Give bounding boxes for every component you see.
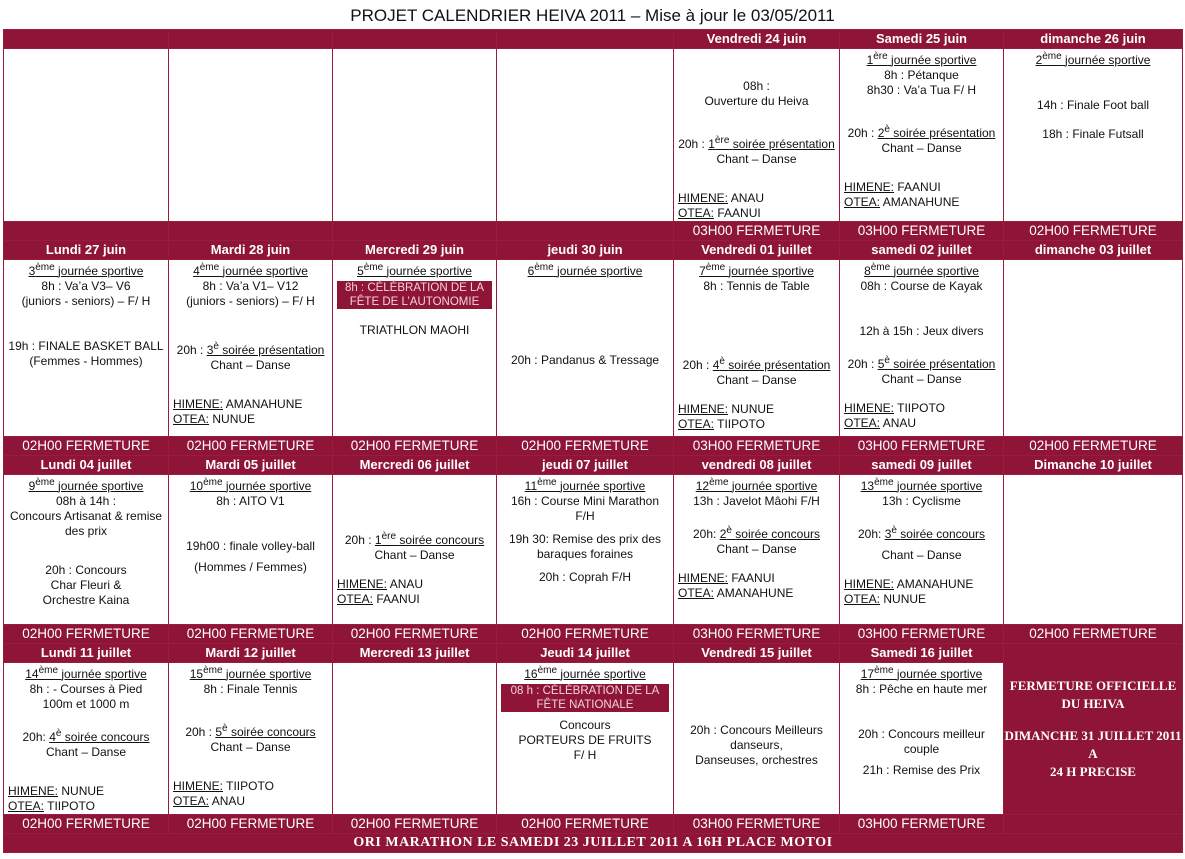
day-header: Jeudi 14 juillet (497, 644, 674, 663)
day-cell-sun-10 (1004, 475, 1183, 625)
journee-sportive: 8ème journée sportive (864, 262, 979, 278)
calendar-table (3, 29, 1183, 853)
day-header: Mercredi 29 juin (333, 241, 497, 260)
day-header: Vendredi 15 juillet (674, 644, 840, 663)
himene-group: HIMENE: TIIPOTO (173, 779, 274, 793)
event-text: Concours (559, 718, 611, 732)
journee-sportive: 17ème journée sportive (860, 665, 983, 681)
day-header: Lundi 04 juillet (4, 456, 169, 475)
closing-time: 02H00 FERMETURE (497, 625, 674, 644)
day-cell-sun-26 (1004, 49, 1183, 222)
event-text: Char Fleuri & (50, 578, 122, 592)
otea-group: OTEA: TIIPOTO (8, 799, 95, 813)
journee-sportive: 15ème journée sportive (189, 665, 312, 681)
event-text: Chant – Danse (45, 745, 127, 759)
day-header: Mercredi 13 juillet (333, 644, 497, 663)
day-header (333, 30, 497, 49)
event-text: Chant – Danse (716, 373, 797, 387)
week-3-header (4, 456, 1183, 475)
day-header: Dimanche 10 juillet (1004, 456, 1183, 475)
day-cell-fri-01 (674, 260, 840, 437)
event-text: (Hommes / Femmes) (194, 560, 307, 574)
journee-sportive: 16ème journée sportive (524, 665, 646, 681)
event-soiree: 20h: $2^è$ soirée concours (692, 525, 820, 541)
event-text: TRIATHLON MAOHI (359, 323, 470, 337)
otea-group: OTEA: FAANUI (678, 206, 761, 220)
himene-group: HIMENE: ANAU (337, 577, 424, 591)
otea-group: OTEA: AMANAHUNE (844, 195, 960, 209)
day-header: Mercredi 06 juillet (333, 456, 497, 475)
event-text: 13h : Javelot Mâohi F/H (693, 494, 820, 508)
week-1-header (4, 30, 1183, 49)
otea-group: OTEA: ANAU (173, 794, 246, 808)
himene-group: HIMENE: FAANUI (844, 180, 941, 194)
event-text: Chant – Danse (716, 152, 797, 166)
closing-time (1004, 815, 1183, 834)
closing-time: 02H00 FERMETURE (333, 815, 497, 834)
event-text: (Femmes - Hommes) (29, 354, 143, 368)
event-text: (juniors - seniors) – F/ H (186, 294, 315, 308)
week-1-closing (4, 222, 1183, 241)
closing-time: 02H00 FERMETURE (497, 815, 674, 834)
day-header: samedi 09 juillet (840, 456, 1004, 475)
journee-sportive: 3ème journée sportive (28, 262, 144, 278)
marathon-banner: ORI MARATHON LE SAMEDI 23 JUILLET 2011 A 16H PLACE MOTOI (4, 834, 1183, 853)
event-text: 20h : Coprah F/H (538, 570, 632, 584)
event-text: Ouverture du Heiva (704, 94, 809, 108)
day-header (169, 30, 333, 49)
event-text: 18h : Finale Futsall (1042, 127, 1144, 141)
closing-time: 02H00 FERMETURE (1004, 222, 1183, 241)
day-header: samedi 02 juillet (840, 241, 1004, 260)
event-text: 21h : Remise des Prix (862, 763, 981, 777)
event-text: 13h : Cyclisme (882, 494, 961, 508)
event-text: 12h à 15h : Jeux divers (859, 324, 984, 338)
event-text: 20h : Pandanus & Tressage (510, 353, 660, 367)
event-soiree: 20h : 1ère soirée présentation (678, 135, 835, 151)
event-text: Chant – Danse (881, 141, 962, 155)
day-cell-fri-08 (674, 475, 840, 625)
day-header: Mardi 05 juillet (169, 456, 333, 475)
journee-sportive: 1ère journée sportive (866, 51, 977, 67)
event-soiree: 20h : $4^è$ soirée présentation (682, 356, 831, 372)
day-cell-fri-15 (674, 663, 840, 815)
event-text: 100m et 1000 m (42, 697, 130, 711)
closing-time: 02H00 FERMETURE (1004, 437, 1183, 456)
event-text: 8h : Tennis de Table (703, 279, 810, 293)
day-header: Mardi 12 juillet (169, 644, 333, 663)
closing-time (4, 222, 169, 241)
day-cell (333, 49, 497, 222)
event-soiree: 20h: $4^è$ soirée concours (22, 728, 150, 744)
himene-group: HIMENE: AMANAHUNE (173, 397, 303, 411)
journee-sportive: 6ème journée sportive (527, 262, 643, 278)
day-header: Mardi 28 juin (169, 241, 333, 260)
day-header: Samedi 25 juin (840, 30, 1004, 49)
day-cell-sun-03 (1004, 260, 1183, 437)
journee-sportive: 14ème journée sportive (25, 665, 147, 681)
otea-group: OTEA: ANAU (844, 416, 917, 430)
event-text: Chant – Danse (374, 548, 455, 562)
closing-time: 02H00 FERMETURE (333, 437, 497, 456)
event-soiree: 20h : $5^è$ soirée concours (185, 723, 316, 739)
day-cell-mon-27 (4, 260, 169, 437)
day-cell-thu-30 (497, 260, 674, 437)
closing-time: 02H00 FERMETURE (169, 437, 333, 456)
event-text: PORTEURS DE FRUITS (518, 733, 652, 747)
week-1-content (4, 49, 1183, 222)
event-soiree: 20h : $3^è$ soirée présentation (176, 341, 325, 357)
otea-group: OTEA: NUNUE (173, 412, 256, 426)
event-text: F/H (575, 509, 595, 523)
closing-time: 03H00 FERMETURE (840, 437, 1004, 456)
day-cell-mon-04 (4, 475, 169, 625)
event-text: 8h : Pêche en haute mer (855, 682, 988, 696)
journee-sportive: 2ème journée sportive (1035, 51, 1151, 67)
otea-group: OTEA: NUNUE (844, 592, 927, 606)
day-header: Samedi 16 juillet (840, 644, 1004, 663)
day-header: jeudi 07 juillet (497, 456, 674, 475)
autonomie-highlight: 8h : CÉLÉBRATION DE LA FÊTE DE L’AUTONOMIE (337, 281, 492, 309)
closing-time: 03H00 FERMETURE (674, 222, 840, 241)
event-text: (juniors - seniors) – F/ H (21, 294, 151, 308)
journee-sportive: 11ème journée sportive (524, 477, 646, 493)
day-cell (4, 49, 169, 222)
himene-group: HIMENE: NUNUE (678, 402, 775, 416)
day-cell-sat-09 (840, 475, 1004, 625)
event-text: F/ H (573, 748, 597, 762)
day-cell (169, 49, 333, 222)
event-text: Chant – Danse (210, 740, 291, 754)
day-header: Vendredi 24 juin (674, 30, 840, 49)
event-text: 8h : - Courses à Pied (29, 682, 143, 696)
event-text: 19h 30: Remise des prix des baraques foraines (508, 532, 662, 561)
day-cell (497, 49, 674, 222)
event-text: Chant – Danse (210, 358, 291, 372)
event-text: 20h : Concours Meilleurs danseurs, (690, 723, 823, 752)
event-soiree: 20h : 1ère soirée concours (344, 531, 485, 547)
day-cell-sat-16 (840, 663, 1004, 815)
himene-group: HIMENE: AMANAHUNE (844, 577, 974, 591)
event-soiree: 20h: $3^è$ soirée concours (857, 525, 985, 541)
himene-group: HIMENE: NUNUE (8, 784, 105, 798)
closing-time: 03H00 FERMETURE (840, 625, 1004, 644)
event-text: 8h : Va’a V3– V6 (41, 279, 131, 293)
closing-time: 03H00 FERMETURE (674, 815, 840, 834)
event-text: 19h : FINALE BASKET BALL (8, 339, 164, 353)
week-4-header (4, 644, 1183, 663)
event-text: Concours Artisanat & remise des prix (9, 509, 163, 538)
day-header: Vendredi 01 juillet (674, 241, 840, 260)
day-cell-sat-02 (840, 260, 1004, 437)
week-2-closing (4, 437, 1183, 456)
closing-time (333, 222, 497, 241)
event-text: 20h : Concours meilleur couple (858, 727, 985, 756)
event-time: 08h : (743, 79, 770, 93)
day-header: vendredi 08 juillet (674, 456, 840, 475)
event-text: 20h : Concours (45, 563, 127, 577)
event-text: Orchestre Kaina (42, 593, 130, 607)
closing-time: 02H00 FERMETURE (4, 625, 169, 644)
page-title: PROJET CALENDRIER HEIVA 2011 – Mise à jour le 03/05/2011 (350, 6, 835, 25)
journee-sportive: 7ème journée sportive (699, 262, 814, 278)
journee-sportive: 13ème journée sportive (860, 477, 983, 493)
closing-time (169, 222, 333, 241)
day-header (497, 30, 674, 49)
himene-group: HIMENE: FAANUI (678, 571, 775, 585)
week-3-content (4, 475, 1183, 625)
closing-time: 03H00 FERMETURE (674, 625, 840, 644)
day-cell-wed-13 (333, 663, 497, 815)
event-text: 8h : Va’a V1– V12 (202, 279, 299, 293)
closing-time (497, 222, 674, 241)
event-text: 16h : Course Mini Marathon (510, 494, 660, 508)
day-header: jeudi 30 juin (497, 241, 674, 260)
day-cell-tue-28 (169, 260, 333, 437)
closing-time: 02H00 FERMETURE (169, 625, 333, 644)
day-header: Lundi 27 juin (4, 241, 169, 260)
closing-notice-title: FERMETURE OFFICIELLE DU HEIVA (1009, 678, 1177, 711)
otea-group: OTEA: AMANAHUNE (678, 586, 794, 600)
closing-time: 02H00 FERMETURE (4, 437, 169, 456)
day-header: dimanche 03 juillet (1004, 241, 1183, 260)
journee-sportive: 9ème journée sportive (28, 477, 144, 493)
event-text: 8h : Pétanque (884, 68, 959, 82)
closing-notice-date: DIMANCHE 31 JUILLET 2011 A (1004, 728, 1182, 761)
closing-time: 02H00 FERMETURE (169, 815, 333, 834)
journee-sportive: 4ème journée sportive (193, 262, 308, 278)
event-text: 19h00 : finale volley-ball (186, 539, 315, 553)
closing-time: 02H00 FERMETURE (1004, 625, 1183, 644)
day-cell-tue-05 (169, 475, 333, 625)
event-text: 08h : Course de Kayak (860, 279, 983, 293)
week-4-closing (4, 815, 1183, 834)
event-text: Chant – Danse (881, 548, 962, 562)
day-cell-thu-14 (497, 663, 674, 815)
journee-sportive: 12ème journée sportive (695, 477, 818, 493)
day-header (4, 30, 169, 49)
day-cell-wed-06 (333, 475, 497, 625)
closing-time: 03H00 FERMETURE (674, 437, 840, 456)
himene-group: HIMENE: ANAU (678, 191, 765, 205)
official-closing-cell (1004, 644, 1183, 815)
event-text: Chant – Danse (881, 372, 962, 386)
event-text: 8h30 : Va’a Tua F/ H (866, 83, 977, 97)
event-text: 14h : Finale Foot ball (1036, 98, 1150, 112)
himene-group: HIMENE: TIIPOTO (844, 401, 945, 415)
closing-time: 02H00 FERMETURE (333, 625, 497, 644)
otea-group: OTEA: TIIPOTO (678, 417, 765, 431)
day-cell-fri-24 (674, 49, 840, 222)
event-text: Danseuses, orchestres (695, 753, 818, 767)
event-text: Chant – Danse (716, 542, 797, 556)
day-header: Lundi 11 juillet (4, 644, 169, 663)
day-cell-sat-25 (840, 49, 1004, 222)
journee-sportive: 10ème journée sportive (189, 477, 312, 493)
week-3-closing (4, 625, 1183, 644)
event-text: 8h : Finale Tennis (203, 682, 298, 696)
closing-notice-time: 24 H PRECISE (1050, 764, 1136, 779)
closing-time: 03H00 FERMETURE (840, 222, 1004, 241)
event-soiree: 20h : $5^è$ soirée présentation (847, 355, 996, 371)
journee-sportive: 5ème journée sportive (357, 262, 472, 278)
event-soiree: 20h : $2^è$ soirée présentation (847, 124, 996, 140)
day-cell-wed-29 (333, 260, 497, 437)
fete-nationale-highlight: 08 h : CÉLÉBRATION DE LA FÊTE NATIONALE (501, 684, 669, 712)
day-cell-mon-11 (4, 663, 169, 815)
closing-time: 02H00 FERMETURE (497, 437, 674, 456)
event-text: 08h à 14h : (55, 494, 117, 508)
day-cell-thu-07 (497, 475, 674, 625)
closing-time: 03H00 FERMETURE (840, 815, 1004, 834)
week-2-content (4, 260, 1183, 437)
otea-group: OTEA: FAANUI (337, 592, 420, 606)
day-header: dimanche 26 juin (1004, 30, 1183, 49)
marathon-row (4, 834, 1183, 853)
event-text: 8h : AITO V1 (216, 494, 285, 508)
week-2-header (4, 241, 1183, 260)
closing-time: 02H00 FERMETURE (4, 815, 169, 834)
day-cell-tue-12 (169, 663, 333, 815)
